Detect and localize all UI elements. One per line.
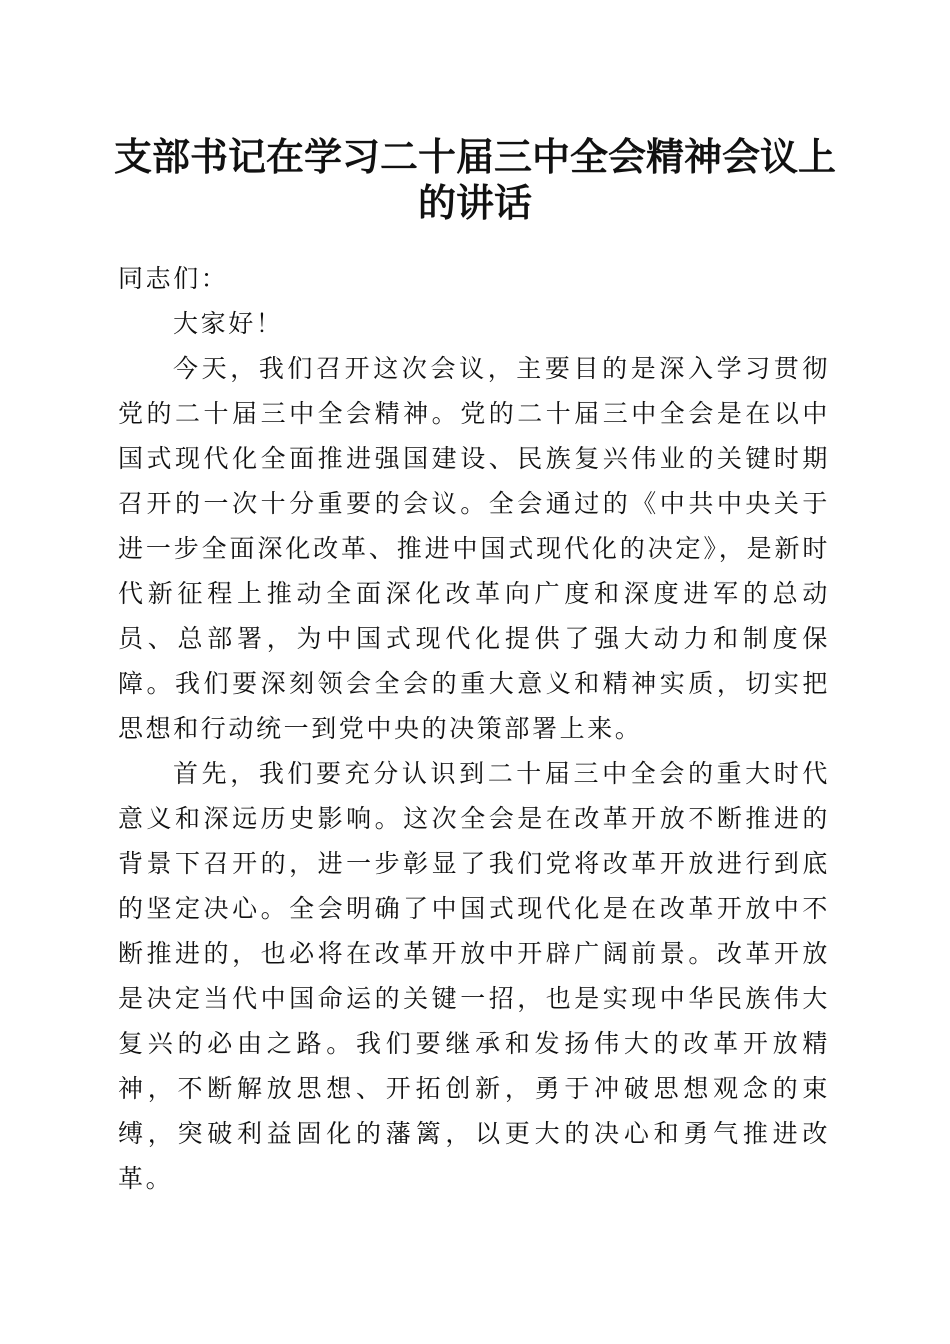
paragraph-intro: 今天，我们召开这次会议，主要目的是深入学习贯彻党的二十届三中全会精神。党的二十届三中全会是在以中国式现代化全面推进强国建设、民族复兴伟业的关键时期召开的一次十分重要的会议。全会通过的《中共中央关于进一步全面深化改革、推进中国式现代化的决定》，是新时代新征程上推动全面深化改革向广度和深度进军的总动员、总部署，为中国式现代化提供了强大动力和制度保障。我们要深刻领会全会的重大意义和精神实质，切实把思想和行动统一到党中央的决策部署上来。 — [118, 354, 830, 743]
paragraph-first-point: 首先，我们要充分认识到二十届三中全会的重大时代意义和深远历史影响。这次全会是在改革开放不断推进的背景下召开的，进一步彰显了我们党将改革开放进行到底的坚定决心。全会明确了中国式现代化是在改革开放中不断推进的，也必将在改革开放中开辟广阔前景。改革开放是决定当代中国命运的关键一招，也是实现中华民族伟大复兴的必由之路。我们要继承和发扬伟大的改革开放精神，不断解放思想、开拓创新，勇于冲破思想观念的束缚，突破利益固化的藩篱，以更大的决心和勇气推进改革。 — [118, 759, 830, 1193]
paragraph-greeting: 大家好！ — [173, 309, 284, 338]
document-title: 支部书记在学习二十届三中全会精神会议上的讲话 — [113, 134, 836, 225]
salutation: 同志们： — [118, 264, 229, 293]
document-body — [118, 256, 830, 1201]
